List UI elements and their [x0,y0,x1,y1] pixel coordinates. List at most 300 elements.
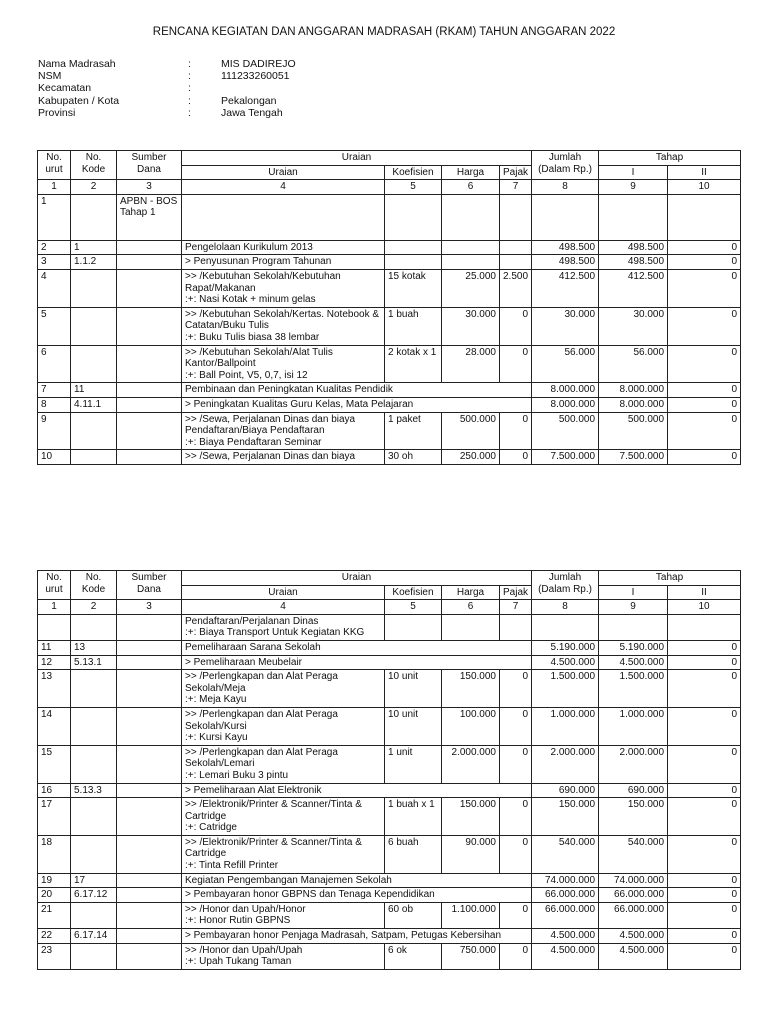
cell-no-urut: 10 [38,450,71,465]
table-row [38,707,741,745]
table-row [38,345,741,383]
col-number: 6 [442,180,500,195]
info-row-provinsi [38,107,296,119]
cell-tahap-1: 150.000 [599,798,668,836]
col-number: 7 [500,600,532,615]
cell-tahap-2: 0 [668,835,741,873]
col-number: 9 [599,600,668,615]
cell-pajak: 0 [500,943,532,969]
cell-uraian: >> /Perlengkapan dan Alat Peraga Sekolah/Meja :+: Meja Kayu [182,670,385,708]
header-uraian: Uraian [182,165,385,180]
cell-tahap-1: 74.000.000 [599,873,668,888]
cell-koefisien [385,655,442,670]
cell-jumlah: 56.000 [532,345,599,383]
table-row [38,307,741,345]
cell-sumber-dana [117,397,182,412]
info-sep: : [188,70,191,83]
cell-no-urut: 19 [38,873,71,888]
cell-tahap-2: 0 [668,783,741,798]
cell-tahap-1: 56.000 [599,345,668,383]
cell-tahap-1: 1.500.000 [599,670,668,708]
cell-harga: 750.000 [442,943,500,969]
info-sep: : [188,58,191,70]
cell-no-urut: 2 [38,240,71,255]
cell-uraian [182,194,385,240]
cell-jumlah: 500.000 [532,412,599,450]
cell-uraian: >> /Elektronik/Printer & Scanner/Tinta & Cartridge :+: Catridge [182,798,385,836]
table-row [38,835,741,873]
header-jumlah: Jumlah (Dalam Rp.) [532,151,599,180]
cell-koefisien [385,783,442,798]
cell-koefisien: 1 buah [385,307,442,345]
info-row-kabupaten [38,95,296,107]
cell-pajak: 0 [500,412,532,450]
info-label: Kecamatan [38,82,92,95]
cell-koefisien: 10 unit [385,707,442,745]
cell-harga [442,655,500,670]
cell-tahap-1: 690.000 [599,783,668,798]
table-row [38,798,741,836]
cell-jumlah: 540.000 [532,835,599,873]
document-title: RENCANA KEGIATAN DAN ANGGARAN MADRASAH (RKAM) TAHUN ANGGARAN 2022 [152,26,616,38]
cell-tahap-2: 0 [668,240,741,255]
cell-kode [71,745,117,783]
cell-jumlah: 66.000.000 [532,888,599,903]
cell-tahap-1: 66.000.000 [599,888,668,903]
table-body [38,614,741,969]
cell-no-urut: 3 [38,255,71,270]
cell-no-urut: 18 [38,835,71,873]
cell-tahap-2: 0 [668,707,741,745]
info-row-nsm [38,70,296,82]
cell-tahap-1: 7.500.000 [599,450,668,465]
cell-tahap-2: 0 [668,888,741,903]
info-value: MIS DADIREJO [221,58,296,70]
cell-tahap-1: 498.500 [599,240,668,255]
col-number: 10 [668,180,741,195]
cell-tahap-2: 0 [668,412,741,450]
cell-koefisien [385,240,442,255]
cell-pajak [500,929,532,944]
col-number: 2 [71,180,117,195]
cell-no-urut: 12 [38,655,71,670]
header-harga: Harga [442,585,500,600]
cell-sumber-dana [117,614,182,640]
cell-koefisien [385,873,442,888]
cell-sumber-dana [117,798,182,836]
cell-no-urut: 7 [38,383,71,398]
info-row-nama [38,58,296,70]
cell-tahap-2: 0 [668,307,741,345]
cell-pajak: 0 [500,707,532,745]
cell-no-urut: 4 [38,269,71,307]
header-tahap-2: II [668,585,741,600]
cell-kode [71,707,117,745]
cell-koefisien: 1 paket [385,412,442,450]
cell-koefisien: 60 ob [385,902,442,928]
info-value: Pekalongan [221,94,277,107]
cell-harga [442,240,500,255]
cell-kode [71,307,117,345]
cell-kode: 1.1.2 [71,255,117,270]
cell-kode: 17 [71,873,117,888]
cell-jumlah: 4.500.000 [532,929,599,944]
cell-harga: 500.000 [442,412,500,450]
cell-tahap-1: 540.000 [599,835,668,873]
cell-pajak: 0 [500,798,532,836]
table-row [38,614,741,640]
cell-uraian: > Pemeliharaan Alat Elektronik [182,783,385,798]
cell-harga: 30.000 [442,307,500,345]
cell-uraian: >> /Kebutuhan Sekolah/Kebutuhan Rapat/Makanan :+: Nasi Kotak + minum gelas [182,269,385,307]
cell-harga [442,873,500,888]
cell-tahap-2: 0 [668,450,741,465]
cell-koefisien: 1 buah x 1 [385,798,442,836]
cell-tahap-1 [599,194,668,240]
cell-koefisien: 2 kotak x 1 [385,345,442,383]
cell-kode [71,450,117,465]
cell-koefisien: 10 unit [385,670,442,708]
cell-tahap-1: 8.000.000 [599,383,668,398]
info-row-kecamatan [38,82,296,94]
cell-jumlah: 150.000 [532,798,599,836]
cell-jumlah: 8.000.000 [532,397,599,412]
header-no-urut: No. urut [38,571,71,600]
cell-sumber-dana [117,412,182,450]
info-value: 111233260051 [221,70,290,83]
table-row [38,670,741,708]
cell-no-urut: 16 [38,783,71,798]
cell-no-urut: 23 [38,943,71,969]
cell-sumber-dana [117,929,182,944]
column-number-row [38,600,741,615]
cell-pajak [500,655,532,670]
cell-kode [71,194,117,240]
header-pajak: Pajak [500,165,532,180]
cell-pajak: 0 [500,835,532,873]
cell-no-urut: 1 [38,194,71,240]
cell-jumlah [532,194,599,240]
cell-uraian: > Pemeliharaan Meubelair [182,655,385,670]
cell-uraian: >> /Sewa, Perjalanan Dinas dan biaya [182,450,385,465]
table-row [38,383,741,398]
cell-sumber-dana [117,902,182,928]
cell-kode: 5.13.3 [71,783,117,798]
cell-sumber-dana [117,943,182,969]
cell-sumber-dana [117,873,182,888]
cell-no-urut: 15 [38,745,71,783]
table-row [38,943,741,969]
cell-uraian: > Pembayaran honor GBPNS dan Tenaga Kependidikan [182,888,385,903]
cell-tahap-2: 0 [668,383,741,398]
cell-uraian: > Penyusunan Program Tahunan [182,255,385,270]
cell-no-urut: 17 [38,798,71,836]
cell-kode: 11 [71,383,117,398]
cell-tahap-1: 4.500.000 [599,929,668,944]
cell-tahap-2 [668,614,741,640]
cell-sumber-dana [117,707,182,745]
cell-no-urut: 11 [38,640,71,655]
cell-koefisien [385,383,442,398]
cell-no-urut: 5 [38,307,71,345]
cell-no-urut: 22 [38,929,71,944]
cell-tahap-1: 4.500.000 [599,943,668,969]
cell-kode [71,670,117,708]
cell-kode: 4.11.1 [71,397,117,412]
table-row [38,269,741,307]
cell-sumber-dana [117,745,182,783]
col-number: 5 [385,600,442,615]
cell-tahap-2 [668,194,741,240]
cell-uraian: Kegiatan Pengembangan Manajemen Sekolah [182,873,385,888]
cell-no-urut: 21 [38,902,71,928]
cell-pajak: 0 [500,450,532,465]
cell-kode: 6.17.12 [71,888,117,903]
header-tahap-1: I [599,585,668,600]
cell-no-urut: 13 [38,670,71,708]
cell-tahap-1: 1.000.000 [599,707,668,745]
cell-sumber-dana [117,269,182,307]
col-number: 10 [668,600,741,615]
cell-harga [442,888,500,903]
cell-uraian: >> /Kebutuhan Sekolah/Kertas. Notebook & Catatan/Buku Tulis :+: Buku Tulis biasa 38 lembar [182,307,385,345]
cell-uraian: > Peningkatan Kualitas Guru Kelas, Mata Pelajaran [182,397,385,412]
cell-sumber-dana [117,383,182,398]
cell-jumlah: 498.500 [532,240,599,255]
cell-pajak [500,383,532,398]
cell-tahap-2: 0 [668,943,741,969]
cell-pajak [500,397,532,412]
cell-harga: 150.000 [442,670,500,708]
cell-tahap-1: 4.500.000 [599,655,668,670]
cell-uraian: Pemeliharaan Sarana Sekolah [182,640,385,655]
cell-sumber-dana [117,345,182,383]
header-uraian-group: Uraian [182,151,532,166]
cell-sumber-dana [117,670,182,708]
col-number: 5 [385,180,442,195]
cell-jumlah: 8.000.000 [532,383,599,398]
cell-harga: 1.100.000 [442,902,500,928]
budget-table-page-2 [37,570,741,970]
cell-jumlah: 1.000.000 [532,707,599,745]
col-number: 4 [182,180,385,195]
table-row [38,888,741,903]
cell-tahap-2: 0 [668,798,741,836]
cell-jumlah: 74.000.000 [532,873,599,888]
cell-uraian: >> /Sewa, Perjalanan Dinas dan biaya Pendaftaran/Biaya Pendaftaran :+: Biaya Pendaftaran Seminar [182,412,385,450]
header-koefisien: Koefisien [385,585,442,600]
header-sumber-dana: Sumber Dana [117,151,182,180]
cell-kode [71,943,117,969]
header-uraian: Uraian [182,585,385,600]
table-row [38,240,741,255]
cell-koefisien [385,255,442,270]
cell-no-urut: 6 [38,345,71,383]
col-number: 4 [182,600,385,615]
table-body [38,194,741,464]
cell-kode: 13 [71,640,117,655]
cell-uraian: >> /Perlengkapan dan Alat Peraga Sekolah/Kursi :+: Kursi Kayu [182,707,385,745]
cell-pajak [500,240,532,255]
cell-tahap-1: 8.000.000 [599,397,668,412]
cell-jumlah: 690.000 [532,783,599,798]
cell-sumber-dana [117,640,182,655]
cell-harga: 100.000 [442,707,500,745]
cell-harga [442,397,500,412]
cell-koefisien: 6 ok [385,943,442,969]
cell-uraian: Pembinaan dan Peningkatan Kualitas Pendidik [182,383,385,398]
col-number: 6 [442,600,500,615]
info-label: Provinsi [38,106,76,119]
col-number: 3 [117,600,182,615]
cell-sumber-dana [117,450,182,465]
school-info [38,58,296,119]
cell-pajak [500,873,532,888]
cell-jumlah: 1.500.000 [532,670,599,708]
cell-no-urut: 20 [38,888,71,903]
cell-jumlah: 5.190.000 [532,640,599,655]
cell-jumlah: 66.000.000 [532,902,599,928]
cell-pajak [500,614,532,640]
cell-koefisien: 1 unit [385,745,442,783]
cell-pajak [500,194,532,240]
cell-uraian: >> /Honor dan Upah/Honor :+: Honor Rutin GBPNS [182,902,385,928]
cell-tahap-2: 0 [668,902,741,928]
cell-harga [442,614,500,640]
cell-kode [71,902,117,928]
cell-sumber-dana [117,307,182,345]
cell-kode: 6.17.14 [71,929,117,944]
table-row [38,412,741,450]
cell-tahap-2: 0 [668,640,741,655]
table-row [38,902,741,928]
table-row [38,640,741,655]
cell-pajak: 0 [500,670,532,708]
cell-tahap-1: 500.000 [599,412,668,450]
cell-tahap-2: 0 [668,873,741,888]
cell-uraian: Pendaftaran/Perjalanan Dinas :+: Biaya Transport Untuk Kegiatan KKG [182,614,385,640]
table-row [38,745,741,783]
cell-tahap-2: 0 [668,345,741,383]
cell-uraian: Pengelolaan Kurikulum 2013 [182,240,385,255]
cell-koefisien: 6 buah [385,835,442,873]
header-tahap-2: II [668,165,741,180]
info-sep: : [188,106,191,119]
cell-kode [71,798,117,836]
cell-tahap-1: 498.500 [599,255,668,270]
cell-koefisien: 15 kotak [385,269,442,307]
cell-jumlah [532,614,599,640]
cell-kode: 5.13.1 [71,655,117,670]
cell-harga [442,640,500,655]
cell-harga: 250.000 [442,450,500,465]
header-harga: Harga [442,165,500,180]
cell-tahap-1: 66.000.000 [599,902,668,928]
col-number: 8 [532,180,599,195]
cell-tahap-2: 0 [668,269,741,307]
header-pajak: Pajak [500,585,532,600]
cell-sumber-dana [117,255,182,270]
cell-tahap-1: 412.500 [599,269,668,307]
info-sep: : [188,82,191,95]
header-jumlah: Jumlah (Dalam Rp.) [532,571,599,600]
cell-pajak: 0 [500,345,532,383]
cell-tahap-1: 30.000 [599,307,668,345]
cell-jumlah: 30.000 [532,307,599,345]
cell-pajak: 0 [500,902,532,928]
table-row [38,655,741,670]
cell-harga [442,194,500,240]
cell-uraian: >> /Perlengkapan dan Alat Peraga Sekolah/Lemari :+: Lemari Buku 3 pintu [182,745,385,783]
info-label: NSM [38,70,62,83]
cell-sumber-dana [117,240,182,255]
cell-harga [442,383,500,398]
col-number: 2 [71,600,117,615]
header-sumber-dana: Sumber Dana [117,571,182,600]
cell-pajak [500,640,532,655]
table-row [38,255,741,270]
cell-sumber-dana [117,888,182,903]
cell-jumlah: 498.500 [532,255,599,270]
cell-no-urut: 14 [38,707,71,745]
cell-no-urut: 9 [38,412,71,450]
header-tahap-1: I [599,165,668,180]
cell-harga: 28.000 [442,345,500,383]
cell-kode [71,614,117,640]
cell-harga: 90.000 [442,835,500,873]
info-label: Kabupaten / Kota [38,94,120,107]
cell-koefisien [385,640,442,655]
cell-pajak: 0 [500,745,532,783]
table-row [38,783,741,798]
cell-pajak: 0 [500,307,532,345]
header-no-urut: No. urut [38,151,71,180]
cell-harga: 25.000 [442,269,500,307]
cell-pajak [500,888,532,903]
cell-kode [71,345,117,383]
cell-sumber-dana: APBN - BOS Tahap 1 [117,194,182,240]
header-tahap: Tahap [599,151,741,166]
header-no-kode: No. Kode [71,571,117,600]
table-row [38,450,741,465]
cell-tahap-1 [599,614,668,640]
header-uraian-group: Uraian [182,571,532,586]
cell-uraian: > Pembayaran honor Penjaga Madrasah, Satpam, Petugas Kebersihan [182,929,385,944]
cell-pajak: 2.500 [500,269,532,307]
cell-koefisien [385,614,442,640]
cell-jumlah: 4.500.000 [532,655,599,670]
cell-tahap-1: 2.000.000 [599,745,668,783]
cell-harga: 150.000 [442,798,500,836]
table-row [38,929,741,944]
info-sep: : [188,94,191,107]
budget-table-page-1 [37,150,741,465]
cell-tahap-2: 0 [668,655,741,670]
cell-jumlah: 2.000.000 [532,745,599,783]
cell-harga [442,783,500,798]
col-number: 7 [500,180,532,195]
header-koefisien: Koefisien [385,165,442,180]
cell-jumlah: 4.500.000 [532,943,599,969]
header-no-kode: No. Kode [71,151,117,180]
cell-sumber-dana [117,655,182,670]
cell-tahap-2: 0 [668,929,741,944]
cell-tahap-2: 0 [668,670,741,708]
cell-no-urut [38,614,71,640]
table-row [38,194,741,240]
col-number: 3 [117,180,182,195]
cell-kode: 1 [71,240,117,255]
